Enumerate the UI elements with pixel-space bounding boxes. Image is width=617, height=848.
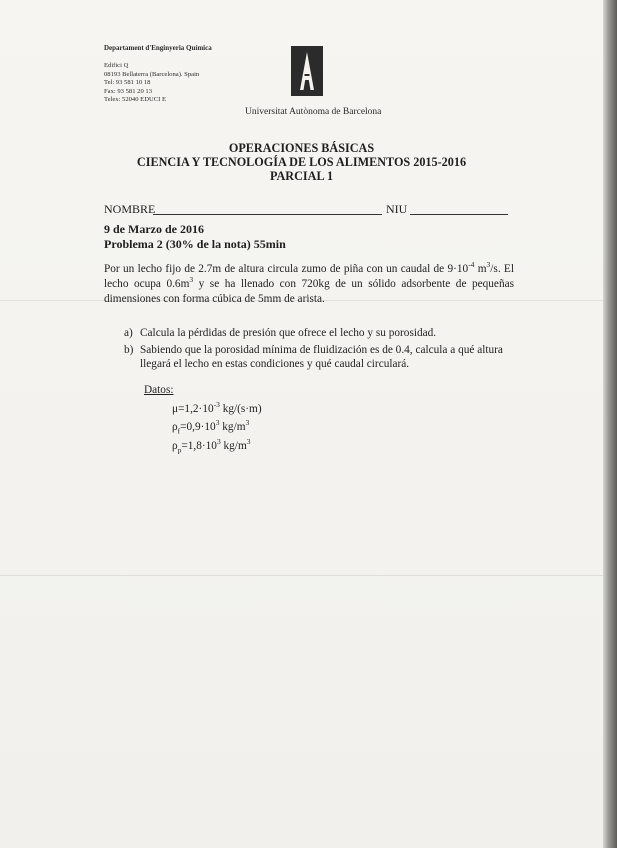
- exponent: 3: [246, 437, 251, 447]
- exponent: 3: [189, 275, 194, 285]
- question-list: [124, 326, 516, 374]
- address-line: Tel: 93 581 10 18: [104, 79, 151, 87]
- statement-text: Por un lecho fijo de 2.7m de altura circula zumo de piña con un caudal de 9·10: [104, 263, 469, 275]
- subscript: f: [177, 426, 181, 436]
- viscosity-value: [172, 400, 262, 415]
- unit: kg/m: [220, 440, 247, 452]
- department-name: Departament d'Enginyeria Química: [104, 44, 212, 52]
- address-line: Fax: 93 581 20 13: [104, 87, 152, 95]
- course-title: OPERACIONES BÁSICAS: [228, 141, 375, 155]
- address-line: 08193 Bellaterra (Barcelona). Spain: [104, 70, 200, 78]
- paper-fold: [0, 575, 603, 576]
- subscript: p: [177, 445, 182, 455]
- statement-text: m: [474, 263, 487, 275]
- particle-density-value: [172, 437, 251, 455]
- address-line: Edifici Q: [104, 62, 129, 70]
- department-header: [104, 44, 212, 104]
- question-text: Calcula la pérdidas de presión que ofrece el lecho y su porosidad.: [140, 327, 437, 339]
- symbol: ρ: [172, 440, 178, 452]
- exam-title: PARCIAL 1: [269, 169, 334, 183]
- problem-heading: Problema 2 (30% de la nota) 55min: [104, 237, 286, 251]
- address-line: Telex: 52040 EDUCI E: [104, 96, 166, 104]
- statement-text: /s. El lecho ocupa 0.6m: [104, 263, 514, 290]
- value: =0,9·10: [180, 421, 216, 433]
- exponent: 3: [486, 260, 491, 270]
- unit: kg/m: [219, 421, 246, 433]
- statement-text: y se ha llenado con 720kg de un sólido adsorbente de pequeñas dimensiones con forma cúbica de 5mm de arista.: [104, 278, 514, 305]
- data-heading: Datos:: [144, 384, 174, 396]
- niu-label: NIU: [386, 202, 408, 216]
- exam-titles: [0, 141, 603, 183]
- exponent: 3: [215, 418, 220, 428]
- list-item: [124, 326, 516, 341]
- question-marker: a): [124, 327, 133, 339]
- university-name: Universitat Autònoma de Barcelona: [245, 107, 382, 117]
- program-title: CIENCIA Y TECNOLOGÍA DE LOS ALIMENTOS 2015-2016: [136, 155, 467, 169]
- question-text: Sabiendo que la porosidad mínima de fluidización es de 0.4, calcula a qué altura llegará el lecho en estas condiciones y qué caudal circulará.: [140, 343, 503, 370]
- unit: kg/(s·m): [219, 403, 262, 415]
- exponent: -4: [468, 260, 475, 270]
- exponent: 3: [216, 437, 221, 447]
- question-marker: b): [124, 343, 134, 356]
- niu-field-line[interactable]: [410, 214, 508, 215]
- name-label: NOMBRE: [104, 202, 156, 216]
- symbol: ρ: [172, 421, 178, 433]
- university-logo-icon: [291, 46, 323, 96]
- exponent: -3: [213, 400, 220, 410]
- exponent: 3: [245, 418, 250, 428]
- list-item: [124, 343, 516, 372]
- exam-date: 9 de Marzo de 2016: [104, 222, 204, 236]
- symbol: μ: [172, 403, 179, 415]
- value: =1,2·10: [178, 403, 214, 415]
- fluid-density-value: [172, 418, 250, 436]
- problem-statement: [104, 262, 514, 307]
- page-edge-shadow: [603, 0, 617, 848]
- name-field-line[interactable]: [153, 214, 382, 215]
- value: =1,8·10: [181, 440, 217, 452]
